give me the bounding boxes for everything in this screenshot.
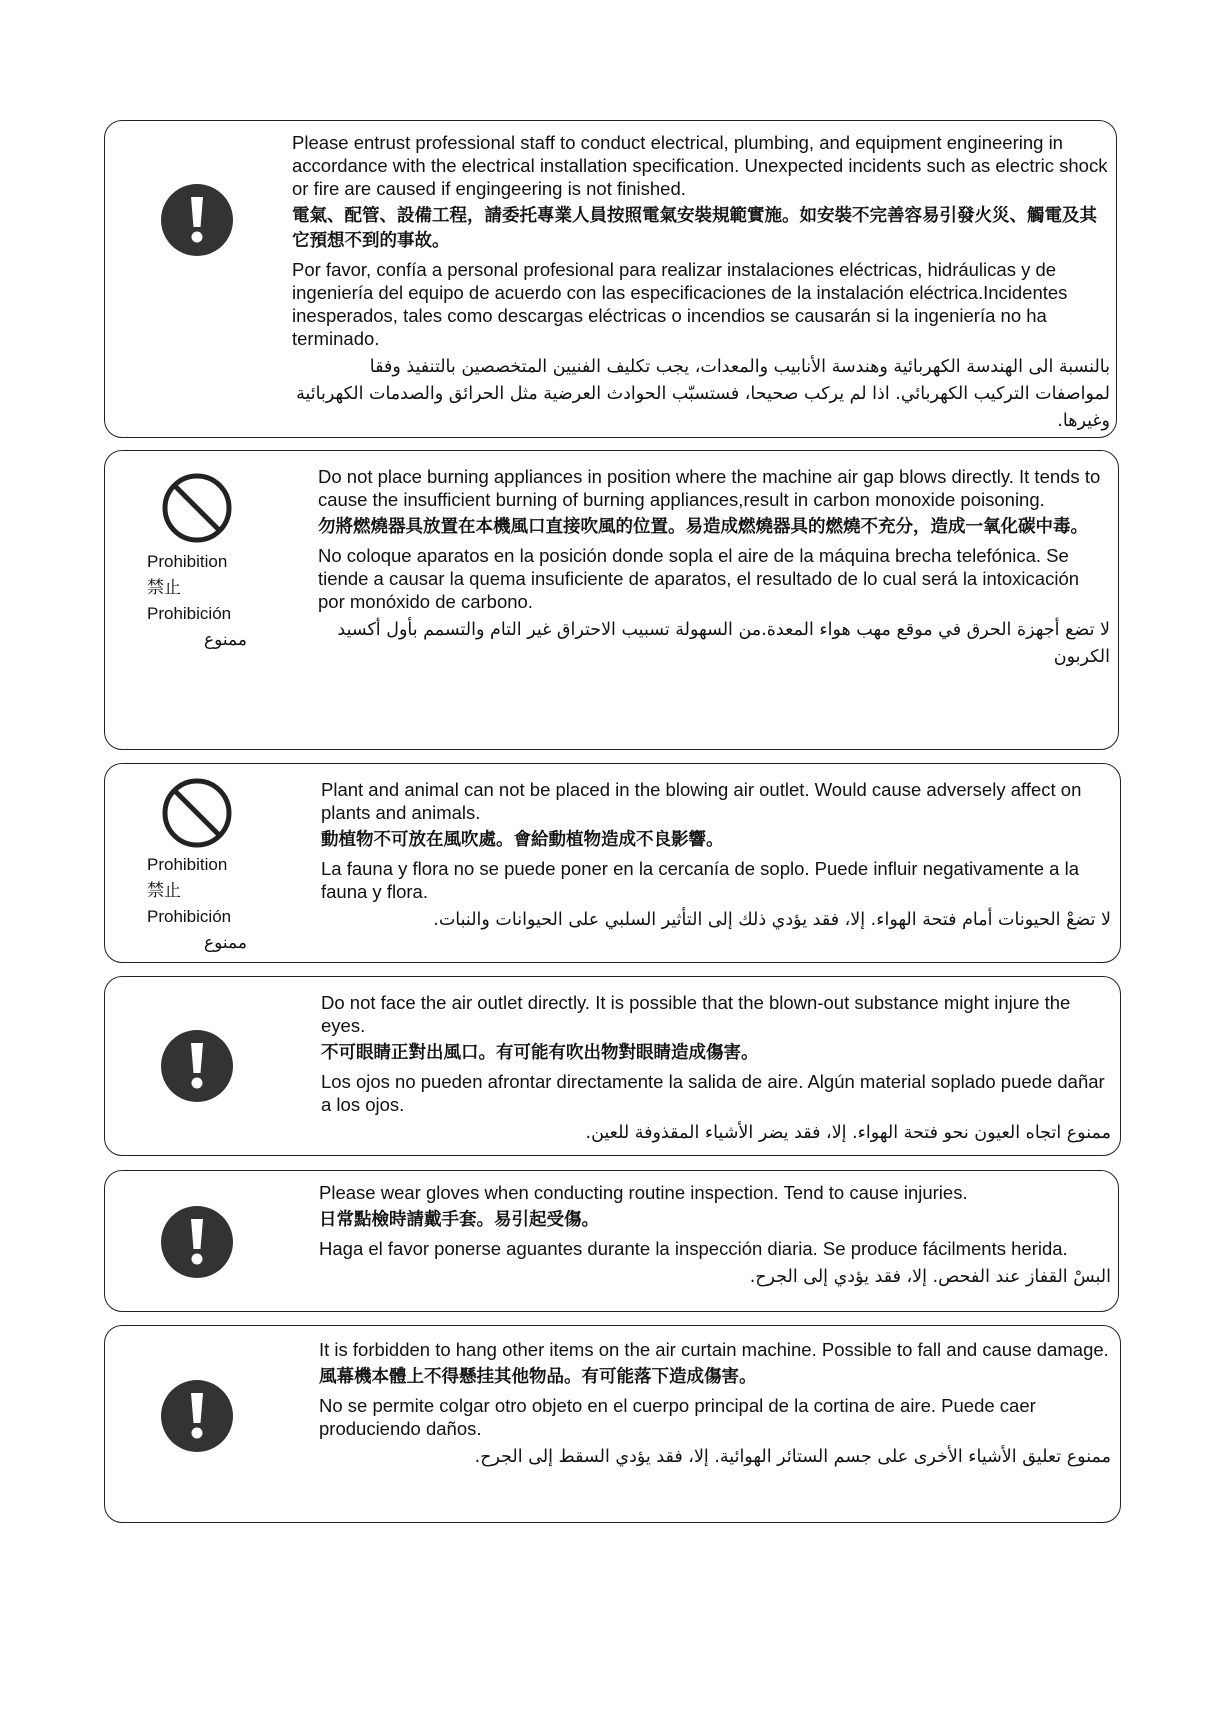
text-chinese: 勿將燃燒器具放置在本機風口直接吹風的位置。易造成燃燒器具的燃燒不充分，造成一氧化碳中毒。 [318,517,1088,537]
label-prohibition-es: Prohibición [147,604,232,623]
text-arabic: ممنوع اتجاه العيون نحو فتحة الهواء. إلا، فقد يضر الأشياء المقذوفة للعين. [585,1123,1111,1143]
label-prohibition-ar: ممنوع [204,933,247,952]
text-english: Please entrust professional staff to conduct electrical, plumbing, and equipment engineering in accordance with the electrical installation specification. Unexpected incidents such as electric shock or fire are caused if engingeering is not finished. [292,132,1108,199]
icon-column [105,764,295,962]
warning-text [321,991,1111,1151]
label-prohibition-zh: 禁止 [147,578,181,597]
text-spanish: Por favor, confía a personal profesional para realizar instalaciones eléctricas, hidráulicas y de ingeniería del equipo de acuerdo con las especificaciones de la instalación eléctrica.Incidentes inesperados, tales como descargas eléctricas o incendios se causarán si la ingeniería no ha terminado. [292,259,1068,349]
prohibition-labels [147,549,247,653]
exclamation-icon [160,1379,234,1453]
prohibition-icon [160,471,234,545]
text-chinese: 日常點檢時請戴手套。易引起受傷。 [319,1210,599,1230]
text-arabic: بالنسبة الى الهندسة الكهربائية وهندسة الأنابيب والمعدات، يجب تكليف الفنيين المتخصصين بالتنفيذ وفقا لمواصفات التركيب الكهربائي. اذا لم يركب صحيحا، فستسبّب الحوادث العرضية مثل الحرائق والصدمات الكهربائية وغيرها. [296,357,1110,431]
text-spanish: Haga el favor ponerse aguantes durante la inspección diaria. Se produce fácilments herida. [319,1238,1068,1259]
text-chinese: 電氣、配管、設備工程，請委托專業人員按照電氣安裝規範實施。如安裝不完善容易引發火災、觸電及其它預想不到的事故。 [292,206,1097,251]
prohibition-labels [147,852,247,956]
text-chinese: 動植物不可放在風吹處。會給動植物造成不良影響。 [321,830,724,850]
warning-box-air-outlet-eyes [104,976,1121,1156]
icon-column [105,1326,295,1522]
label-prohibition-es: Prohibición [147,907,232,926]
text-english: Do not place burning appliances in position where the machine air gap blows directly. It tends to cause the insufficient burning of burning appliances,result in carbon monoxide poisoning. [318,466,1101,510]
text-spanish: Los ojos no pueden afrontar directamente la salida de aire. Algún material soplado puede dañar a los ojos. [321,1071,1105,1115]
exclamation-icon [160,1205,234,1279]
icon-column [105,451,295,749]
warning-box-burning-appliances [104,450,1119,750]
text-arabic: ممنوع تعليق الأشياء الأخرى على جسم الستائر الهوائية. إلا، فقد يؤدي السقط إلى الجرح. [474,1447,1111,1467]
warning-box-gloves [104,1170,1119,1312]
text-arabic: لا تضعْ الحيونات أمام فتحة الهواء. إلا، فقد يؤدي ذلك إلى التأثير السلبي على الحيوانات والنبات. [433,910,1111,930]
warning-text [321,778,1111,938]
text-english: It is forbidden to hang other items on the air curtain machine. Possible to fall and cause damage. [319,1339,1109,1360]
warning-text [319,1338,1111,1475]
label-prohibition-ar: ممنوع [204,630,247,649]
label-prohibition-zh: 禁止 [147,881,181,900]
text-spanish: La fauna y flora no se puede poner en la cercanía de soplo. Puede influir negativamente a la fauna y flora. [321,858,1079,902]
text-arabic: لا تضع أجهزة الحرق في موقع مهب هواء المعدة.من السهولة تسبيب الاحتراق غير التام والتسمم بأول أكسيد الكربون [337,620,1110,667]
icon-column [105,121,295,437]
text-english: Do not face the air outlet directly. It is possible that the blown-out substance might injure the eyes. [321,992,1071,1036]
prohibition-icon [160,776,234,850]
warning-box-hanging-items [104,1325,1121,1523]
icon-column [105,977,295,1155]
warning-text [318,465,1110,675]
text-english: Plant and animal can not be placed in the blowing air outlet. Would cause adversely affect on plants and animals. [321,779,1082,823]
text-english: Please wear gloves when conducting routine inspection. Tend to cause injuries. [319,1182,968,1203]
text-chinese: 不可眼睛正對出風口。有可能有吹出物對眼睛造成傷害。 [321,1043,759,1063]
text-spanish: No se permite colgar otro objeto en el cuerpo principal de la cortina de aire. Puede caer produciendo daños. [319,1395,1036,1439]
text-spanish: No coloque aparatos en la posición donde sopla el aire de la máquina brecha telefónica. Se tiende a causar la quema insuficiente de aparatos, el resultado de lo cual será la intoxicación por monóxido de carbono. [318,545,1080,612]
icon-column [105,1171,295,1311]
label-prohibition-en: Prohibition [147,552,228,571]
warning-text [292,131,1110,439]
exclamation-icon [160,1029,234,1103]
exclamation-icon [160,183,234,257]
warning-box-plants-animals [104,763,1121,963]
warning-box-electrical [104,120,1117,438]
warning-text [319,1181,1111,1295]
text-arabic: البسْ القفاز عند الفحص. إلا، فقد يؤدي إلى الجرح. [749,1267,1111,1287]
label-prohibition-en: Prohibition [147,855,228,874]
text-chinese: 風幕機本體上不得懸挂其他物品。有可能落下造成傷害。 [319,1367,757,1387]
